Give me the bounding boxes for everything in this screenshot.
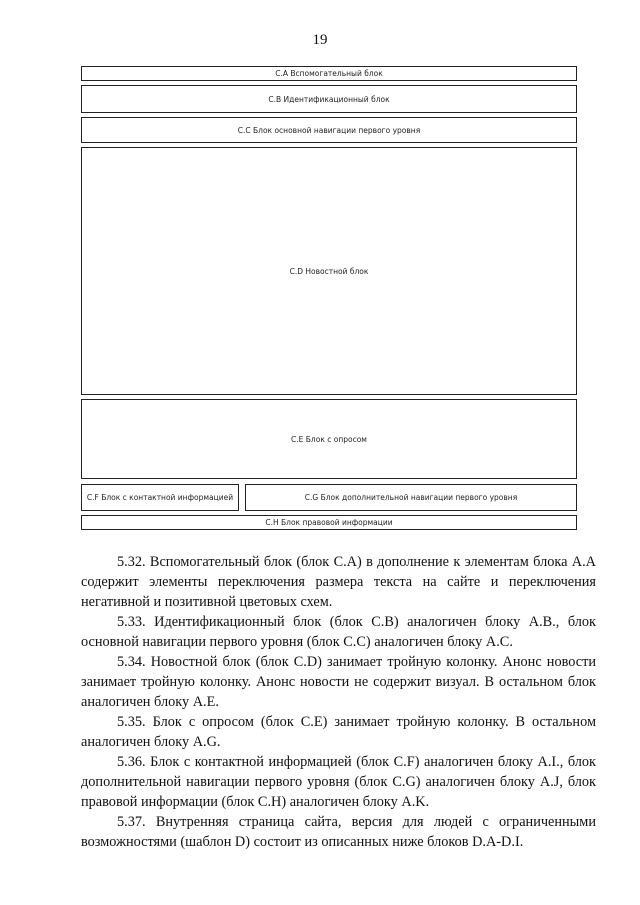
paragraph: 5.33. Идентификационный блок (блок С.В) аналогичен блоку А.В., блок основной навигации первого уровня (блок С.С) аналогичен блоку А.С. [81, 614, 596, 650]
body-text [81, 552, 596, 852]
block-ch: С.Н Блок правовой информации [81, 515, 577, 530]
block-cb: С.В Идентификационный блок [81, 85, 577, 113]
block-ca: С.А Вспомогательный блок [81, 66, 577, 81]
block-cf: С.F Блок с контактной информацией [81, 484, 239, 511]
paragraph: 5.35. Блок с опросом (блок С.Е) занимает тройную колонку. В остальном аналогичен блоку А.G. [81, 714, 596, 750]
block-cd: С.D Новостной блок [81, 147, 577, 395]
block-cc: С.С Блок основной навигации первого уровня [81, 117, 577, 143]
paragraph: 5.37. Внутренняя страница сайта, версия для людей с ограниченными возможностями (шаблон D) состоит из описанных ниже блоков D.А-D.I. [81, 814, 596, 850]
block-cg: С.G Блок дополнительной навигации первого уровня [245, 484, 577, 511]
block-ce: С.Е Блок с опросом [81, 399, 577, 479]
paragraph: 5.36. Блок с контактной информацией (блок С.F) аналогичен блоку А.I., блок дополнительной навигации первого уровня (блок С.G) аналогичен блоку А.J, блок правовой информации (блок С.Н) аналогичен блоку А.K. [81, 754, 596, 810]
paragraph: 5.32. Вспомогательный блок (блок С.А) в дополнение к элементам блока А.А содержит элементы переключения размера текста на сайте и переключения негативной и позитивной цветовых схем. [81, 554, 596, 610]
page-number: 19 [312, 32, 328, 48]
paragraph: 5.34. Новостной блок (блок С.D) занимает тройную колонку. Анонс новости занимает тройную колонку. Анонс новости не содержит визуал. В остальном блок аналогичен блоку А.Е. [81, 654, 596, 710]
